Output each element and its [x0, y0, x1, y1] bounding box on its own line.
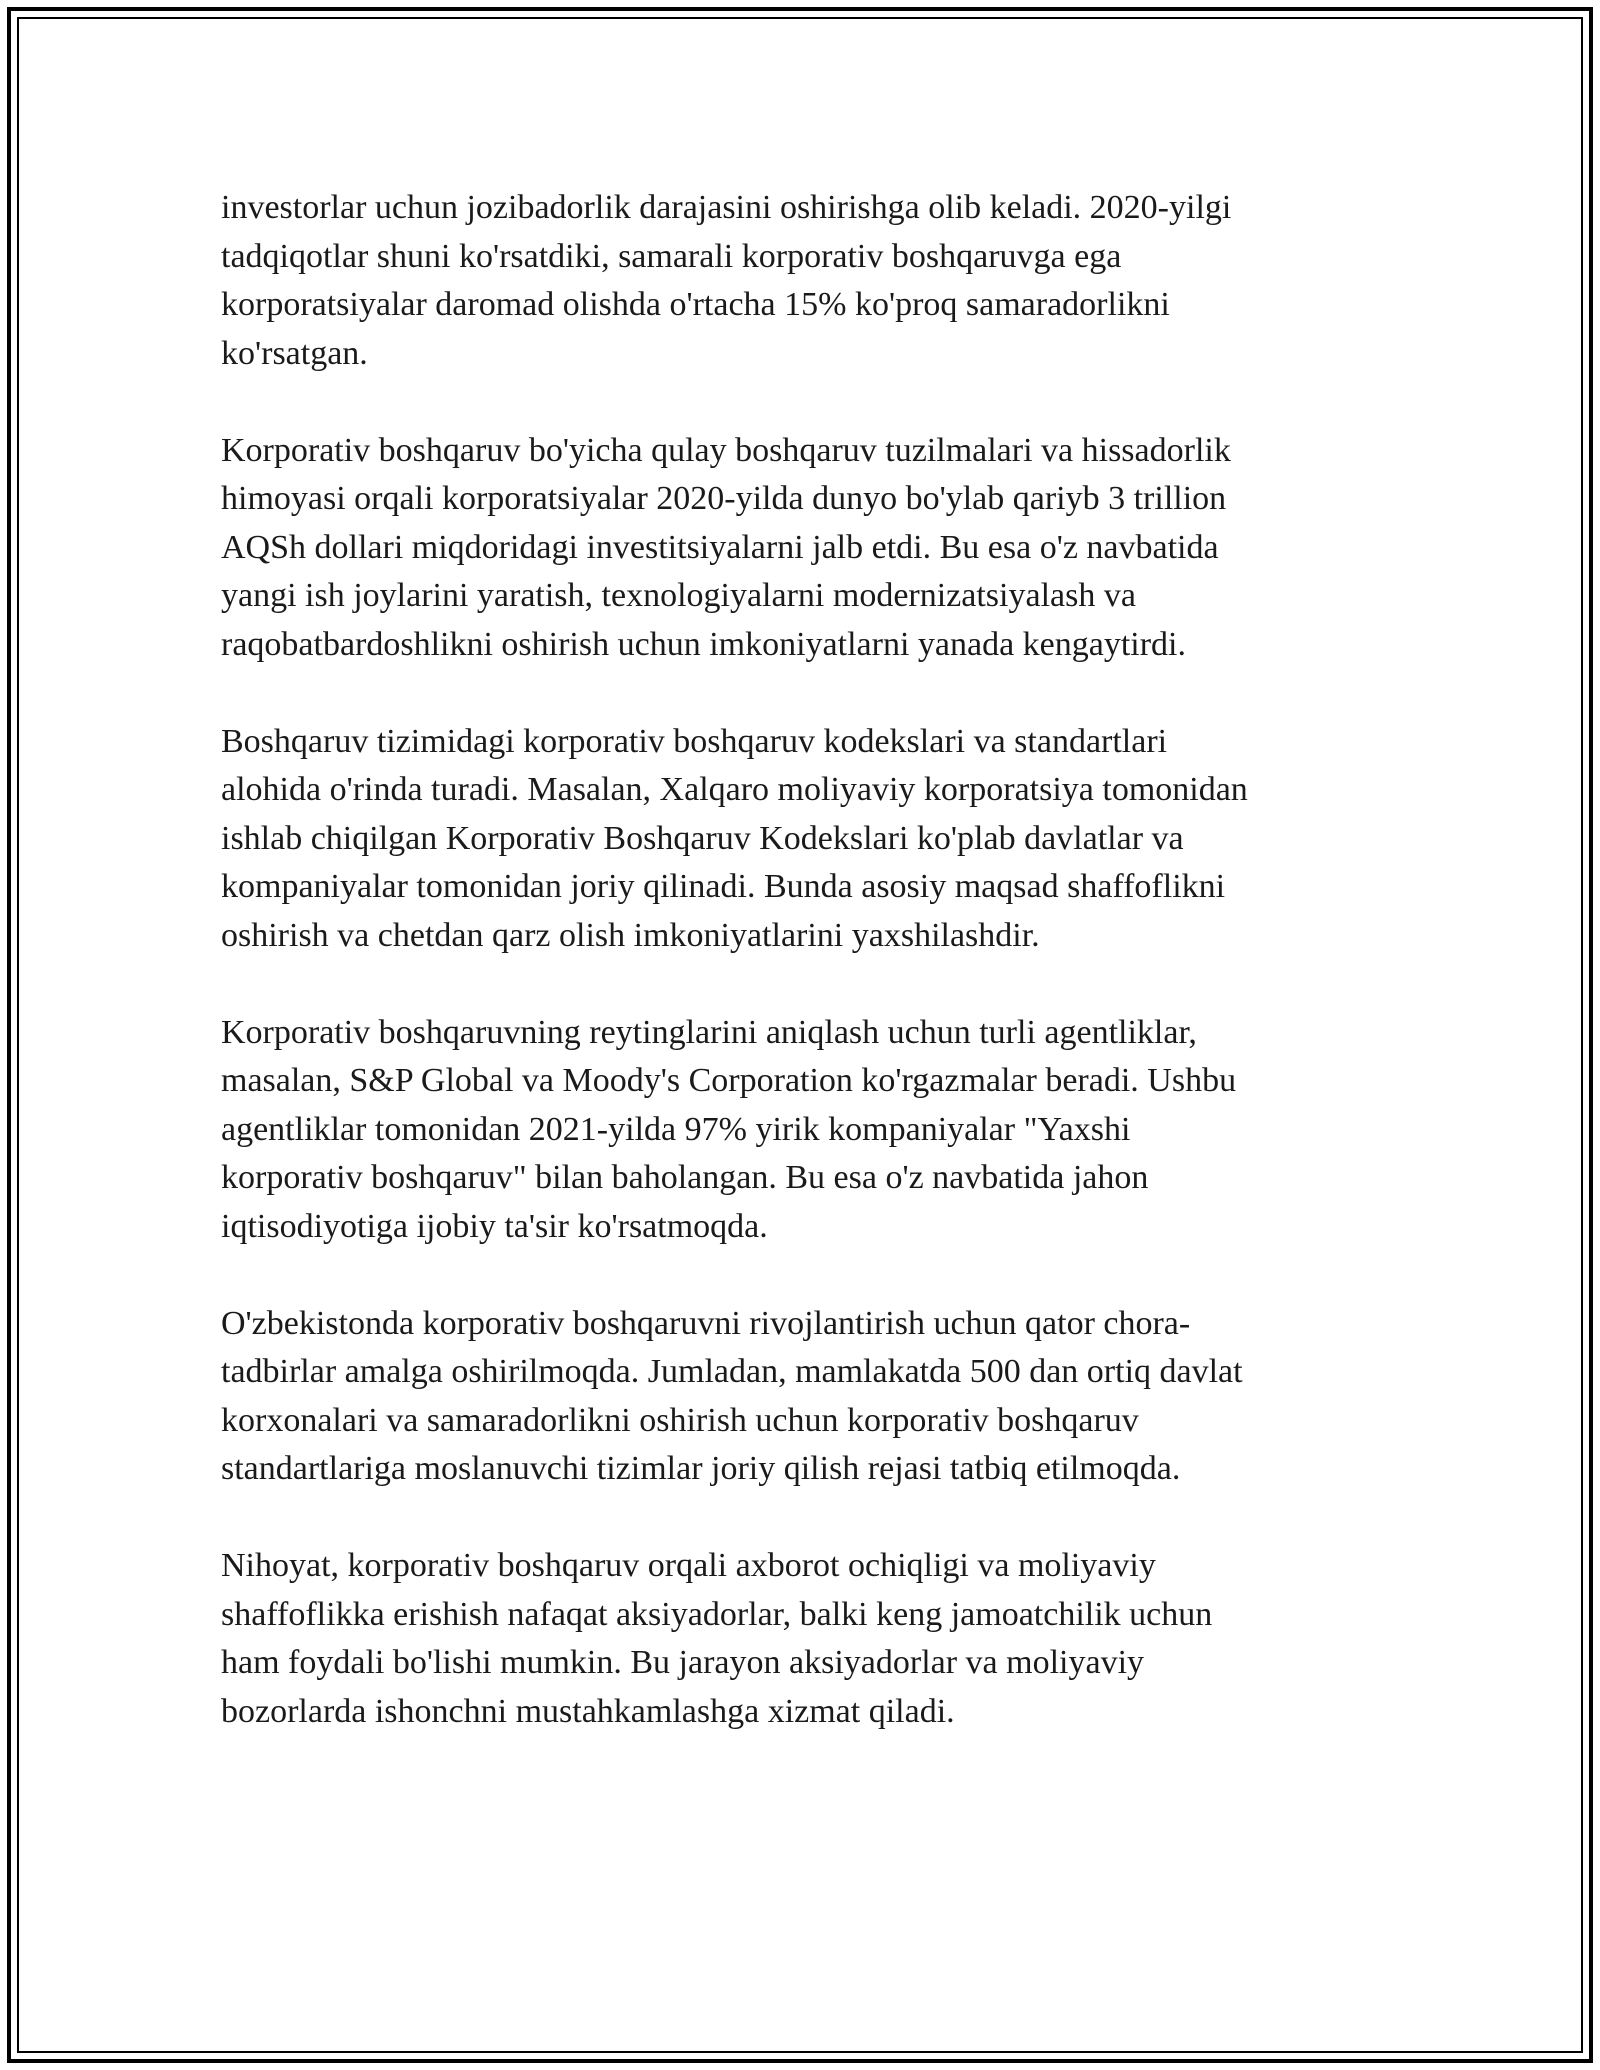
- text-line: iqtisodiyotiga ijobiy ta'sir ko'rsatmoqda.: [221, 1207, 768, 1245]
- text-line: Korporativ boshqaruv bo'yicha qulay boshqaruv tuzilmalari va hissadorlik: [221, 431, 1231, 469]
- text-line: Boshqaruv tizimidagi korporativ boshqaruv kodekslari va standartlari: [221, 722, 1168, 760]
- text-line: kompaniyalar tomonidan joriy qilinadi. Bunda asosiy maqsad shaffoflikni: [221, 868, 1226, 905]
- text-line: alohida o'rinda turadi. Masalan, Xalqaro moliyaviy korporatsiya tomonidan: [221, 771, 1248, 808]
- paragraph-2: [221, 427, 1401, 670]
- text-line: Korporativ boshqaruvning reytinglarini aniqlash uchun turli agentliklar,: [221, 1013, 1197, 1051]
- text-line: korxonalari va samaradorlikni oshirish uchun korporativ boshqaruv: [221, 1401, 1139, 1439]
- text-line: AQSh dollari miqdoridagi investitsiyalarni jalb etdi. Bu esa o'z navbatida: [221, 528, 1219, 566]
- text-line: tadqiqotlar shuni ko'rsatdiki, samarali korporativ boshqaruvga ega: [221, 237, 1122, 275]
- text-line: investorlar uchun jozibadorlik darajasini oshirishga olib keladi. 2020-yilgi: [221, 189, 1232, 226]
- text-line: standartlariga moslanuvchi tizimlar joriy qilish rejasi tatbiq etilmoqda.: [221, 1450, 1181, 1487]
- text-line: bozorlarda ishonchni mustahkamlashga xizmat qiladi.: [221, 1692, 955, 1730]
- paragraph-6: [221, 1542, 1401, 1736]
- text-line: yangi ish joylarini yaratish, texnologiyalarni modernizatsiyalash va: [221, 577, 1136, 614]
- text-line: korporatsiyalar daromad olishda o'rtacha 15% ko'proq samaradorlikni: [221, 286, 1170, 323]
- text-line: Nihoyat, korporativ boshqaruv orqali axborot ochiqligi va moliyaviy: [221, 1547, 1156, 1584]
- text-line: ham foydali bo'lishi mumkin. Bu jarayon aksiyadorlar va moliyaviy: [221, 1644, 1145, 1681]
- text-line: oshirish va chetdan qarz olish imkoniyatlarini yaxshilashdir.: [221, 916, 1040, 954]
- text-line: shaffoflikka erishish nafaqat aksiyadorlar, balki keng jamoatchilik uchun: [221, 1595, 1213, 1633]
- text-line: agentliklar tomonidan 2021-yilda 97% yirik kompaniyalar "Yaxshi: [221, 1110, 1131, 1148]
- paragraph-5: [221, 1300, 1401, 1494]
- text-line: ko'rsatgan.: [221, 334, 368, 372]
- text-line: masalan, S&P Global va Moody's Corporation ko'rgazmalar beradi. Ushbu: [221, 1062, 1237, 1099]
- text-line: ishlab chiqilgan Korporativ Boshqaruv Kodekslari ko'plab davlatlar va: [221, 819, 1184, 857]
- text-line: korporativ boshqaruv" bilan baholangan. Bu esa o'z navbatida jahon: [221, 1159, 1149, 1196]
- text-line: raqobatbardoshlikni oshirish uchun imkoniyatlarni yanada kengaytirdi.: [221, 625, 1186, 663]
- text-line: tadbirlar amalga oshirilmoqda. Jumladan, mamlakatda 500 dan ortiq davlat: [221, 1353, 1243, 1390]
- paragraph-3: [221, 718, 1401, 961]
- text-line: O'zbekistonda korporativ boshqaruvni rivojlantirish uchun qator chora-: [221, 1304, 1191, 1342]
- paragraph-4: [221, 1009, 1401, 1252]
- text-line: himoyasi orqali korporatsiyalar 2020-yilda dunyo bo'ylab qariyb 3 trillion: [221, 480, 1227, 517]
- document-body: [221, 184, 1401, 1785]
- paragraph-1: [221, 184, 1401, 378]
